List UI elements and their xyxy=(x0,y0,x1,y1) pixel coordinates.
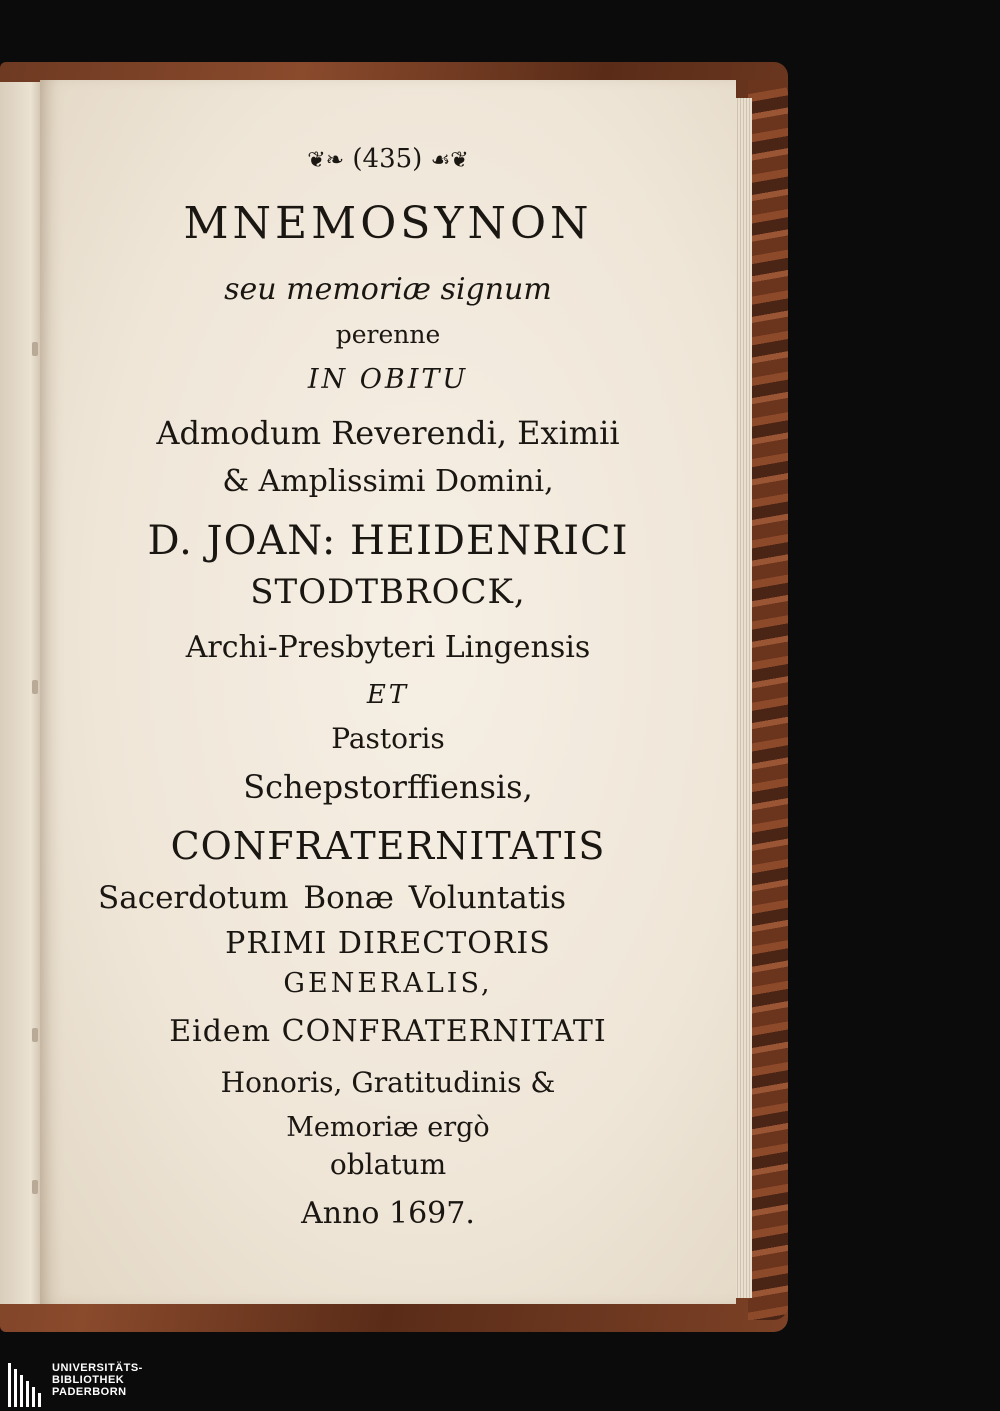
honoris-line: Honoris, Gratitudinis & xyxy=(220,1066,556,1099)
page-header xyxy=(40,144,736,174)
fleuron-right-icon: ☙❦ xyxy=(430,147,469,173)
sacerdotum-line xyxy=(40,880,736,916)
line-archi: Archi-Presbyteri Lingensis xyxy=(185,630,591,665)
sacerdotum-word: Sacerdotum xyxy=(98,880,289,916)
oblatum-line: oblatum xyxy=(329,1148,447,1181)
logo-line-2: BIBLIOTHEK xyxy=(52,1374,125,1386)
fleuron-left-icon: ❦❧ xyxy=(307,147,345,173)
library-logo-text xyxy=(52,1362,143,1398)
schepstorf-line: Schepstorffiensis, xyxy=(243,768,533,806)
logo-line-1: UNIVERSITÄTS- xyxy=(52,1362,143,1374)
bonae-word: Bonæ xyxy=(303,880,394,916)
name-line-2: STODTBROCK, xyxy=(250,572,526,612)
memoriae-line: Memoriæ ergò xyxy=(286,1112,490,1143)
anno-line: Anno 1697. xyxy=(301,1196,475,1231)
name-line-1: D. JOAN: HEIDENRICI xyxy=(147,518,629,564)
book-cover-edge xyxy=(748,80,788,1320)
subtitle-line-2: perenne xyxy=(335,320,441,349)
page-number: (435) xyxy=(352,144,423,174)
library-logo-icon xyxy=(8,1363,42,1407)
eidem-line: Eidem CONFRATERNITATI xyxy=(169,1014,607,1049)
et-line: ET xyxy=(366,680,410,710)
generalis-line: GENERALIS, xyxy=(283,968,493,999)
confraternitatis-line: CONFRATERNITATIS xyxy=(170,824,606,868)
line-amplissimi: & Amplissimi Domini, xyxy=(222,464,554,499)
document-title: MNEMOSYNON xyxy=(183,198,593,249)
logo-line-3: PADERBORN xyxy=(52,1386,127,1398)
primi-line: PRIMI DIRECTORIS xyxy=(225,926,551,961)
line-admodum: Admodum Reverendi, Eximii xyxy=(156,414,620,452)
pastoris-line: Pastoris xyxy=(331,722,445,755)
subtitle-line-1: seu memoriæ signum xyxy=(224,272,552,307)
voluntatis-word: Voluntatis xyxy=(408,880,566,916)
in-obitu: IN OBITU xyxy=(307,364,469,395)
library-logo xyxy=(0,1360,160,1411)
title-page-text xyxy=(40,80,736,1304)
